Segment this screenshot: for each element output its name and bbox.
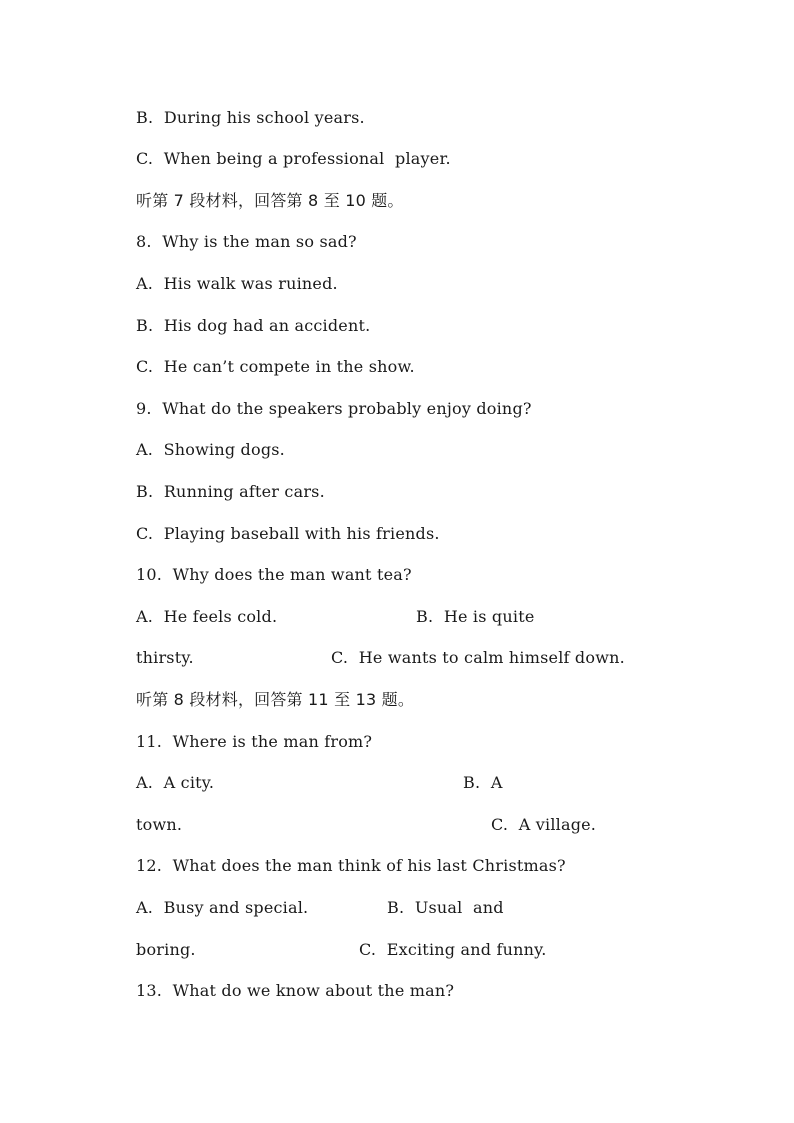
option-11a: A. A city. (136, 773, 215, 792)
option-10b-part-2: thirsty. (136, 648, 194, 667)
options-12-row-2 (136, 940, 696, 960)
option-12b-part-1: B. Usual and (387, 898, 504, 917)
question-8: 8. Why is the man so sad? (136, 232, 357, 251)
question-12: 12. What does the man think of his last Christmas? (136, 856, 566, 875)
option-12a: A. Busy and special. (136, 898, 309, 917)
option-11c: C. A village. (491, 815, 597, 834)
option-9c: C. Playing baseball with his friends. (136, 524, 440, 543)
question-10: 10. Why does the man want tea? (136, 565, 412, 584)
question-13: 13. What do we know about the man? (136, 981, 455, 1000)
options-12-row-1 (136, 898, 696, 918)
options-11-row-1 (136, 773, 696, 793)
question-9: 9. What do the speakers probably enjoy doing? (136, 399, 532, 418)
option-8c: C. He can’t compete in the show. (136, 357, 415, 376)
options-10-row-1 (136, 607, 696, 627)
option-7b: B. During his school years. (136, 108, 365, 127)
option-7c: C. When being a professional player. (136, 149, 451, 168)
option-10c: C. He wants to calm himself down. (331, 648, 625, 667)
option-10a: A. He feels cold. (136, 607, 278, 626)
option-8a: A. His walk was ruined. (136, 274, 338, 293)
option-10b-part-1: B. He is quite (416, 607, 535, 626)
option-12c: C. Exciting and funny. (359, 940, 547, 959)
section-heading-8: 听第 8 段材料，回答第 11 至 13 题。 (136, 690, 415, 709)
option-11b-part-1: B. A (463, 773, 503, 792)
option-8b: B. His dog had an accident. (136, 316, 371, 335)
question-11: 11. Where is the man from? (136, 732, 373, 751)
option-9a: A. Showing dogs. (136, 440, 285, 459)
section-heading-7: 听第 7 段材料，回答第 8 至 10 题。 (136, 191, 404, 210)
option-11b-part-2: town. (136, 815, 183, 834)
option-9b: B. Running after cars. (136, 482, 325, 501)
options-11-row-2 (136, 815, 696, 835)
options-10-row-2 (136, 648, 696, 668)
option-12b-part-2: boring. (136, 940, 196, 959)
